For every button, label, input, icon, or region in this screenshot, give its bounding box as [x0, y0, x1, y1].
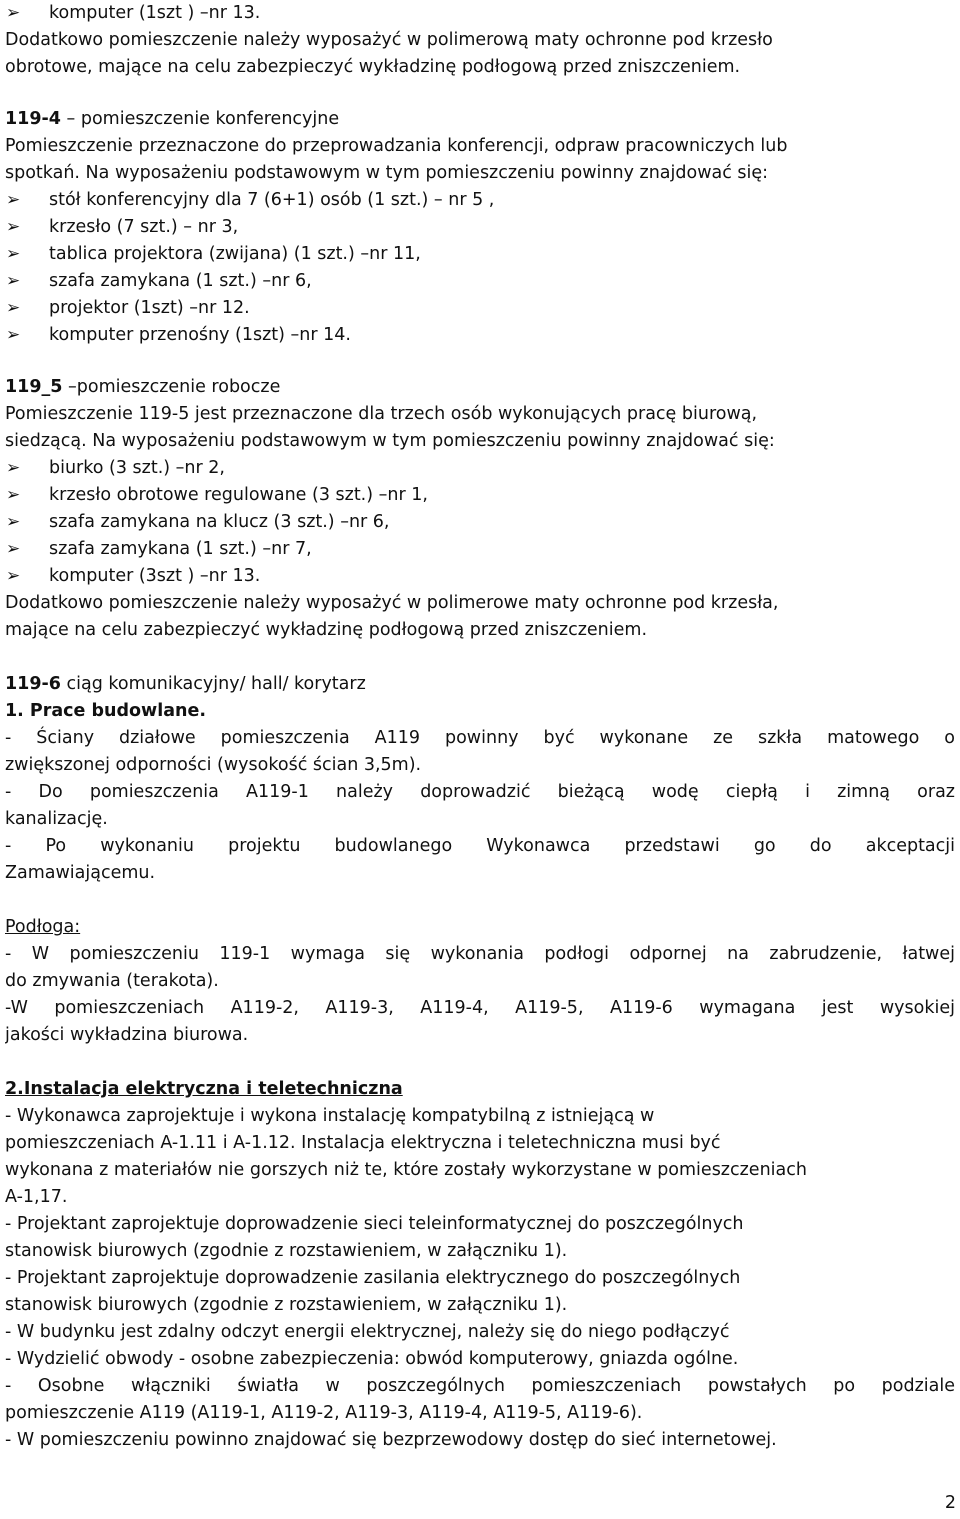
text-line: - Wykonawca zaprojektuje i wykona instalację kompatybilną z istniejącą w	[5, 1106, 655, 1126]
text-line: - W budynku jest zdalny odczyt energii elektrycznej, należy się do niego podłączyć	[5, 1322, 730, 1342]
list-item: komputer (1szt ) –nr 13.	[49, 3, 261, 23]
bullet-arrow-icon: ➢	[6, 566, 21, 586]
list-item: krzesło (7 szt.) – nr 3,	[49, 217, 239, 237]
bullet-arrow-icon: ➢	[6, 190, 21, 210]
list-item: tablica projektora (zwijana) (1 szt.) –nr 11,	[49, 244, 421, 264]
text-line: jakości wykładzina biurowa.	[5, 1025, 249, 1045]
bullet-arrow-icon: ➢	[6, 217, 21, 237]
section-number: 119_5	[5, 377, 63, 397]
text-line: 119_5 –pomieszczenie robocze	[5, 377, 281, 397]
text-line: Podłoga:	[5, 917, 81, 937]
text-line: do zmywania (terakota).	[5, 971, 219, 991]
bullet-arrow-icon: ➢	[6, 539, 21, 559]
text-line: spotkań. Na wyposażeniu podstawowym w tym pomieszczeniu powinny znajdować się:	[5, 163, 769, 183]
text-line: 1. Prace budowlane.	[5, 701, 207, 721]
list-item: komputer (3szt ) –nr 13.	[49, 566, 261, 586]
text-line: - Po wykonaniu projektu budowlanego Wykonawca przedstawi go do akceptacji	[5, 836, 955, 856]
text-line: Pomieszczenie przeznaczone do przeprowadzania konferencji, odpraw pracowniczych lub	[5, 136, 788, 156]
page-number: 2	[944, 1493, 956, 1513]
text-line: - Wydzielić obwody - osobne zabezpieczenia: obwód komputerowy, gniazda ogólne.	[5, 1349, 739, 1369]
list-item: komputer przenośny (1szt) –nr 14.	[49, 325, 351, 345]
text-line: wykonana z materiałów nie gorszych niż te, które zostały wykorzystane w pomieszczeniach	[5, 1160, 807, 1180]
text-line: Zamawiającemu.	[5, 863, 156, 883]
text-line: - Projektant zaprojektuje doprowadzenie sieci teleinformatycznej do poszczególnych	[5, 1214, 744, 1234]
section-number: 119-4	[5, 109, 61, 129]
text-line: Pomieszczenie 119-5 jest przeznaczone dla trzech osób wykonujących pracę biurową,	[5, 404, 758, 424]
text-line: - W pomieszczeniu powinno znajdować się bezprzewodowy dostęp do sieć internetowej.	[5, 1430, 777, 1450]
bullet-arrow-icon: ➢	[6, 271, 21, 291]
bullet-arrow-icon: ➢	[6, 325, 21, 345]
text-line: pomieszczeniach A-1.11 i A-1.12. Instalacja elektryczna i teletechniczna musi być	[5, 1133, 721, 1153]
list-item: szafa zamykana (1 szt.) –nr 6,	[49, 271, 312, 291]
list-item: szafa zamykana (1 szt.) –nr 7,	[49, 539, 312, 559]
list-item: szafa zamykana na klucz (3 szt.) –nr 6,	[49, 512, 390, 532]
text-line: - W pomieszczeniu 119-1 wymaga się wykonania podłogi odpornej na zabrudzenie, łatwej	[5, 944, 955, 964]
text-line: stanowisk biurowych (zgodnie z rozstawieniem, w załączniku 1).	[5, 1295, 568, 1315]
bullet-arrow-icon: ➢	[6, 458, 21, 478]
text-line: - Do pomieszczenia A119-1 należy doprowadzić bieżącą wodę ciepłą i zimną oraz	[5, 782, 955, 802]
bullet-arrow-icon: ➢	[6, 298, 21, 318]
text-line: 119-6 ciąg komunikacyjny/ hall/ korytarz	[5, 674, 366, 694]
text-line: - Osobne włączniki światła w poszczególnych pomieszczeniach powstałych po podziale	[5, 1376, 955, 1396]
text-line: zwiększonej odporności (wysokość ścian 3,5m).	[5, 755, 422, 775]
text-line: - Ściany działowe pomieszczenia A119 powinny być wykonane ze szkła matowego o	[5, 728, 955, 748]
text-line: 119-4 – pomieszczenie konferencyjne	[5, 109, 340, 129]
text-line: Dodatkowo pomieszczenie należy wyposażyć w polimerowe maty ochronne pod krzesła,	[5, 593, 779, 613]
list-item: biurko (3 szt.) –nr 2,	[49, 458, 225, 478]
text-line: pomieszczenie A119 (A119-1, A119-2, A119-3, A119-4, A119-5, A119-6).	[5, 1403, 643, 1423]
text-line: 2.Instalacja elektryczna i teletechniczna	[5, 1079, 403, 1099]
text-line: kanalizację.	[5, 809, 108, 829]
bullet-arrow-icon: ➢	[6, 244, 21, 264]
list-item: krzesło obrotowe regulowane (3 szt.) –nr 1,	[49, 485, 428, 505]
text-line: Dodatkowo pomieszczenie należy wyposażyć w polimerową maty ochronne pod krzesło	[5, 30, 773, 50]
bullet-arrow-icon: ➢	[6, 3, 21, 23]
text-line: A-1,17.	[5, 1187, 68, 1207]
text-line: mające na celu zabezpieczyć wykładzinę podłogową przed zniszczeniem.	[5, 620, 648, 640]
bullet-arrow-icon: ➢	[6, 512, 21, 532]
section-number: 119-6	[5, 674, 61, 694]
text-line: - Projektant zaprojektuje doprowadzenie zasilania elektrycznego do poszczególnych	[5, 1268, 741, 1288]
text-line: obrotowe, mające na celu zabezpieczyć wykładzinę podłogową przed zniszczeniem.	[5, 57, 741, 77]
list-item: stół konferencyjny dla 7 (6+1) osób (1 szt.) – nr 5 ,	[49, 190, 495, 210]
bullet-arrow-icon: ➢	[6, 485, 21, 505]
text-line: -W pomieszczeniach A119-2, A119-3, A119-4, A119-5, A119-6 wymagana jest wysokiej	[5, 998, 955, 1018]
text-line: siedzącą. Na wyposażeniu podstawowym w tym pomieszczeniu powinny znajdować się:	[5, 431, 775, 451]
text-line: stanowisk biurowych (zgodnie z rozstawieniem, w załączniku 1).	[5, 1241, 568, 1261]
list-item: projektor (1szt) –nr 12.	[49, 298, 250, 318]
